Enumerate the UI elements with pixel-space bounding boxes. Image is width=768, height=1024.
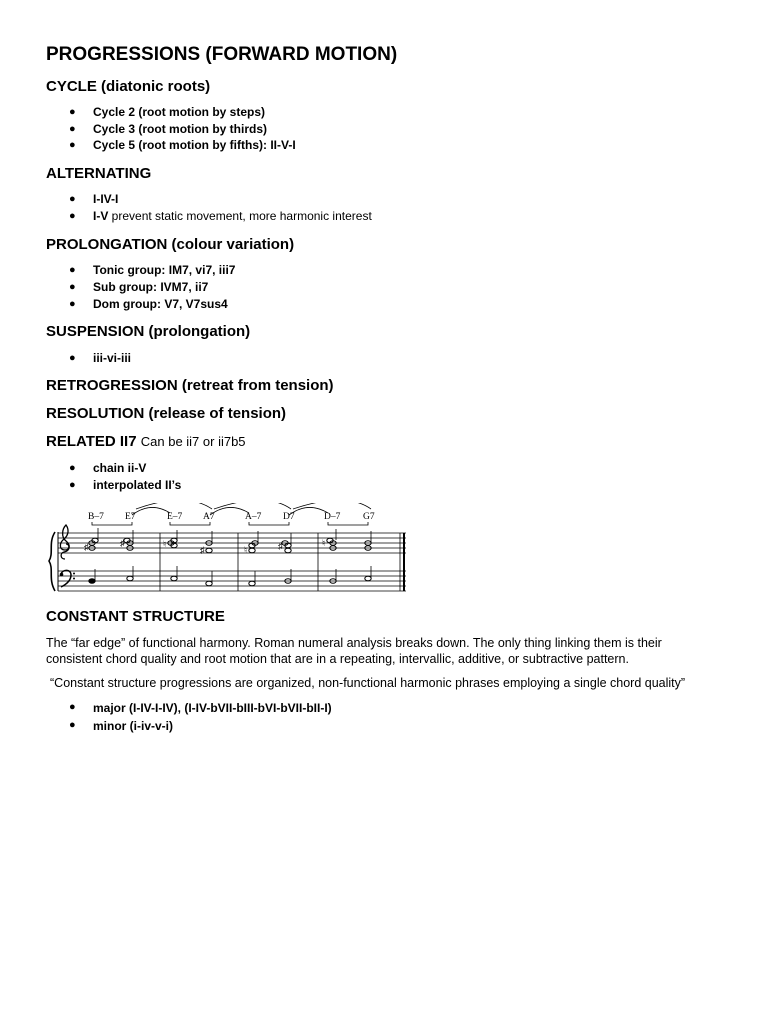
list-item-bold: I-V xyxy=(93,209,109,223)
list-item: Tonic group: IM7, vi7, iii7 xyxy=(93,263,236,277)
ii-v-brackets xyxy=(92,522,368,525)
chord-symbol: E–7 xyxy=(167,512,183,522)
bullet-icon: ● xyxy=(69,719,76,731)
bullet-icon: ● xyxy=(69,139,76,151)
svg-text:♮: ♮ xyxy=(244,545,248,555)
svg-text:♮: ♮ xyxy=(322,538,326,548)
bullet-icon: ● xyxy=(69,264,76,276)
bullet-icon: ● xyxy=(69,281,76,293)
list-item: minor (i-iv-v-i) xyxy=(93,719,173,733)
treble-notes xyxy=(89,538,371,553)
retrogression-heading: RETROGRESSION (retreat from tension) xyxy=(46,377,334,394)
svg-text:♯: ♯ xyxy=(278,541,283,551)
related-heading-note: Can be ii7 or ii7b5 xyxy=(140,434,246,449)
list-item: chain ii-V xyxy=(93,461,147,475)
list-item: Sub group: IVM7, ii7 xyxy=(93,280,209,294)
chord-symbol: D7 xyxy=(283,512,295,522)
chord-symbol: D–7 xyxy=(324,512,341,522)
chord-symbol: A7 xyxy=(203,512,215,522)
prolongation-heading: PROLONGATION (colour variation) xyxy=(46,236,295,253)
constant-structure-heading: CONSTANT STRUCTURE xyxy=(46,608,225,625)
bullet-icon: ● xyxy=(69,106,76,118)
resolution-heading: RESOLUTION (release of tension) xyxy=(46,405,287,422)
cycle-heading: CYCLE (diatonic roots) xyxy=(46,78,211,95)
bullet-icon: ● xyxy=(69,462,76,474)
chord-symbol: G7 xyxy=(363,512,375,522)
page-title: PROGRESSIONS (FORWARD MOTION) xyxy=(46,44,398,65)
list-item: Cycle 2 (root motion by steps) xyxy=(93,105,266,119)
bullet-icon: ● xyxy=(69,479,76,491)
list-item: Cycle 3 (root motion by thirds) xyxy=(93,122,268,136)
list-item: iii-vi-iii xyxy=(93,351,132,365)
alternating-heading: ALTERNATING xyxy=(46,165,152,182)
bullet-icon: ● xyxy=(69,298,76,310)
svg-text:♯: ♯ xyxy=(200,545,205,555)
chord-symbol: A–7 xyxy=(245,512,262,522)
svg-text:♯: ♯ xyxy=(84,542,89,552)
music-score xyxy=(46,503,410,597)
constant-structure-quote: “Constant structure progressions are organized, non-functional harmonic phrases employing a single chord quality” xyxy=(50,676,686,690)
treble-clef-icon xyxy=(60,525,69,559)
bullet-icon: ● xyxy=(69,701,76,713)
list-item-text: prevent static movement, more harmonic interest xyxy=(108,209,372,223)
bullet-icon: ● xyxy=(69,193,76,205)
treble-staff xyxy=(58,533,406,553)
constant-structure-paragraph: The “far edge” of functional harmony. Roman numeral analysis breaks down. The only thing linking them is their consistent chord quality and root motion that are in a repeating, intervallic, additive, or subtractive pattern. xyxy=(46,636,662,666)
svg-text:♯: ♯ xyxy=(120,538,125,548)
list-item: major (I-IV-I-IV), (I-IV-bVII-bIII-bVI-bVII-bII-I) xyxy=(93,701,332,715)
bass-clef-icon xyxy=(60,570,75,587)
bullet-icon: ● xyxy=(69,352,76,364)
list-item: I-IV-I xyxy=(93,192,119,206)
list-item: interpolated II’s xyxy=(93,478,182,492)
related-heading xyxy=(46,433,246,450)
related-heading-title: RELATED II7 xyxy=(46,433,137,450)
suspension-heading: SUSPENSION (prolongation) xyxy=(46,323,251,340)
list-item xyxy=(93,209,372,223)
bass-staff xyxy=(58,571,406,591)
list-item: Cycle 5 (root motion by fifths): II-V-I xyxy=(93,138,296,152)
bullet-icon: ● xyxy=(69,123,76,135)
grand-staff-brace xyxy=(49,532,55,591)
bullet-icon: ● xyxy=(69,210,76,222)
list-item: Dom group: V7, V7sus4 xyxy=(93,297,228,311)
svg-text:♮: ♮ xyxy=(163,539,167,549)
chord-symbol: E7 xyxy=(125,512,136,522)
chord-symbol: B–7 xyxy=(88,512,104,522)
